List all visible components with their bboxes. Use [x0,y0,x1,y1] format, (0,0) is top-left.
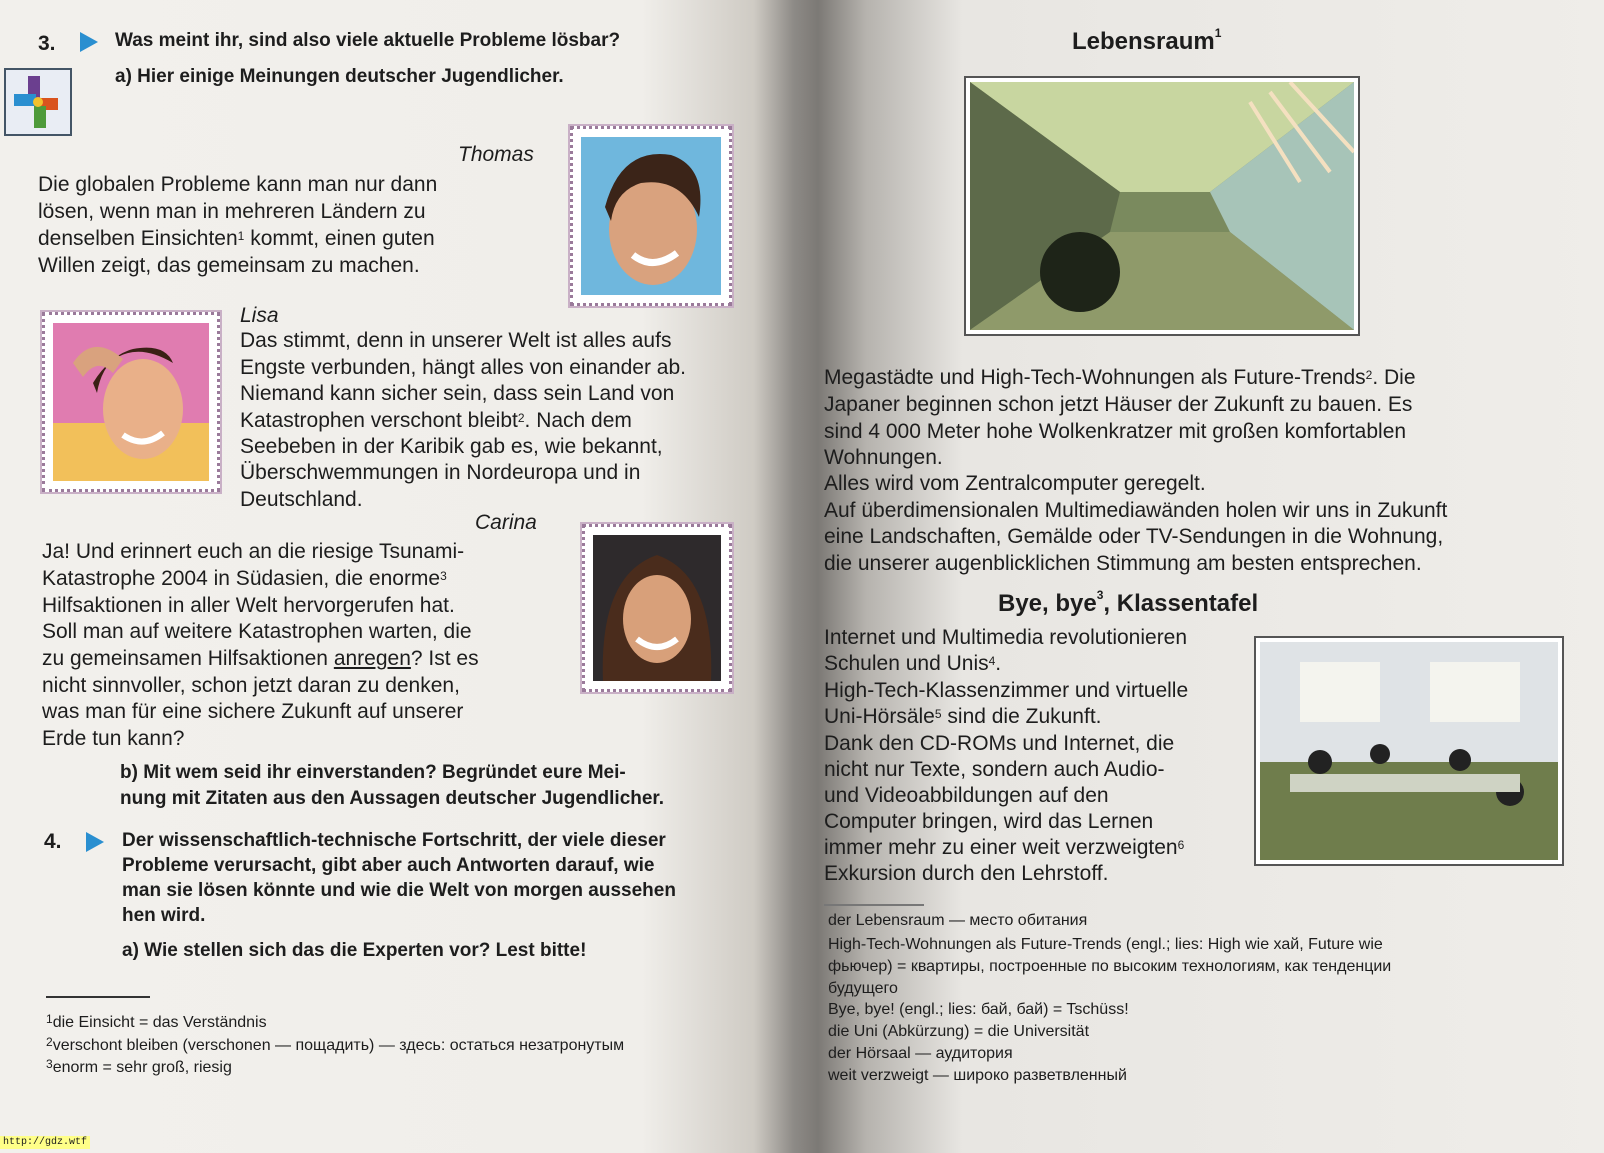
text-line: Überschwemmungen in Nordeuropa und in [240,461,641,484]
text-line: sind 4 000 Meter hohe Wolkenkratzer mit großen komfortablen [824,420,1407,443]
section-title: Lebensraum$^1$ [1072,26,1222,55]
watermark-link[interactable]: http://gdz.wtf [0,1136,90,1149]
text-line: eine Landschaften, Gemälde oder TV-Sendungen in die Wohnung, [824,525,1444,548]
speaker-name: Thomas [458,143,534,166]
portrait-carina [593,535,721,681]
text-line: was man für eine sichere Zukunft auf unserer [42,700,464,723]
text-line: Megastädte und High-Tech-Wohnungen als Future-Trends$^2$. Die [824,366,1416,389]
text-line: Wohnungen. [824,446,943,469]
footnote: der Lebensraum — место обитания [828,912,1088,929]
task-subtitle: nung mit Zitaten aus den Aussagen deutscher Jugendlicher. [120,788,665,809]
section-title: Bye, bye$^3$, Klassentafel [998,588,1259,617]
text-line: Seebeben in der Karibik gab es, wie bekannt, [240,435,663,458]
text-line: lösen, wenn man in mehreren Ländern zu [38,200,426,223]
task-subtitle: b) Mit wem seid ihr einverstanden? Begründet eure Mei- [120,762,626,783]
text-line: Die globalen Probleme kann man nur dann [38,173,438,196]
classroom-photo [1256,638,1562,864]
task-number: 4. [44,830,62,853]
task-text: Der wissenschaftlich-technische Fortschritt, der viele dieser [122,830,666,851]
footnote: $^3$enorm = sehr groß, riesig [46,1057,232,1076]
text-line: immer mehr zu einer weit verzweigten$^6$ [824,836,1185,859]
footnote-divider [824,904,924,906]
text-line: Hilfsaktionen in aller Welt hervorgerufen hat. [42,594,455,617]
text-line: nicht sinnvoller, schon jetzt daran zu denken, [42,674,460,697]
text-line: Katastrophe 2004 in Südasien, die enorme$^3$ [42,567,447,590]
puzzle-cross-icon [4,68,72,136]
text-line: Computer bringen, wird das Lernen [824,810,1154,833]
task-number: 3. [38,32,56,55]
portrait-stamp-lisa [42,312,220,492]
text-line: Soll man auf weitere Katastrophen warten, die [42,620,472,643]
task-question: Was meint ihr, sind also viele aktuelle Probleme lösbar? [115,30,621,51]
right-page [810,0,1604,1153]
footnote: $^2$verschont bleiben (verschonen — пощадить) — здесь: остаться незатронутым [46,1035,625,1054]
footnote: фьючер) = квартиры, построенные по высоким технологиям, как тенденции [828,958,1392,975]
footnote: die Uni (Abkürzung) = die Universität [828,1023,1090,1040]
text-line: denselben Einsichten$^1$ kommt, einen guten [38,227,435,250]
footnote: High-Tech-Wohnungen als Future-Trends (engl.; lies: High wie хай, Future wie [828,936,1383,953]
text-line: Willen zeigt, das gemeinsam zu machen. [38,254,420,277]
text-line: Das stimmt, denn in unserer Welt ist alles aufs [240,329,672,352]
speaker-name: Carina [475,511,537,534]
text-line: Internet und Multimedia revolutionieren [824,626,1188,649]
portrait-stamp-carina [582,524,732,692]
speaker-name: Lisa [240,304,279,327]
text-line: Exkursion durch den Lehrstoff. [824,862,1109,885]
text-line: Schulen und Unis$^4$. [824,652,1002,675]
footnote-divider [46,996,150,998]
task-text: man sie lösen könnte und wie die Welt von morgen aussehen [122,880,676,901]
hallway-photo [966,78,1358,334]
text-line: Alles wird vom Zentralcomputer geregelt. [824,472,1206,495]
play-triangle-icon [80,32,98,52]
text-line: Dank den CD-ROMs und Internet, die [824,732,1175,755]
left-page [0,0,790,1153]
portrait-lisa [53,323,209,481]
footnote: $^1$die Einsicht = das Verständnis [46,1012,267,1031]
text-line: nicht nur Texte, sondern auch Audio- [824,758,1165,781]
footnote: der Hörsaal — аудитория [828,1045,1013,1062]
footnote: Bye, bye! (engl.; lies: бай, бай) = Tschüss! [828,1001,1129,1018]
text-line: Engste verbunden, hängt alles von einander ab. [240,356,686,379]
text-line: Erde tun kann? [42,727,185,750]
text-line: Niemand kann sicher sein, dass sein Land von [240,382,675,405]
text-line: Ja! Und erinnert euch an die riesige Tsunami- [42,540,465,563]
text-line: Uni-Hörsäle$^5$ sind die Zukunft. [824,705,1102,728]
portrait-stamp-thomas [570,126,732,306]
task-text: hen wird. [122,905,206,926]
text-line: High-Tech-Klassenzimmer und virtuelle [824,679,1189,702]
text-line: Japaner beginnen schon jetzt Häuser der Zukunft zu bauen. Es [824,393,1413,416]
footnote: будущего [828,980,898,997]
task-text: Probleme verursacht, gibt aber auch Antworten darauf, wie [122,855,655,876]
text-line: Auf überdimensionalen Multimediawänden holen wir uns in Zukunft [824,499,1448,522]
task-subtitle: a) Hier einige Meinungen deutscher Jugendlicher. [115,66,564,87]
text-line: die unserer augenblicklichen Stimmung am besten entsprechen. [824,552,1422,575]
portrait-thomas [581,137,721,295]
text-line: Katastrophen verschont bleibt$^2$. Nach dem [240,409,632,432]
text-line: zu gemeinsamen Hilfsaktionen anregen? Ist es [42,647,479,670]
text-line: Deutschland. [240,488,363,511]
task-subtitle: a) Wie stellen sich das die Experten vor? Lest bitte! [122,940,587,961]
play-triangle-icon [86,832,104,852]
footnote: weit verzweigt — широко разветвленный [828,1067,1127,1084]
text-line: und Videoabbildungen auf den [824,784,1109,807]
